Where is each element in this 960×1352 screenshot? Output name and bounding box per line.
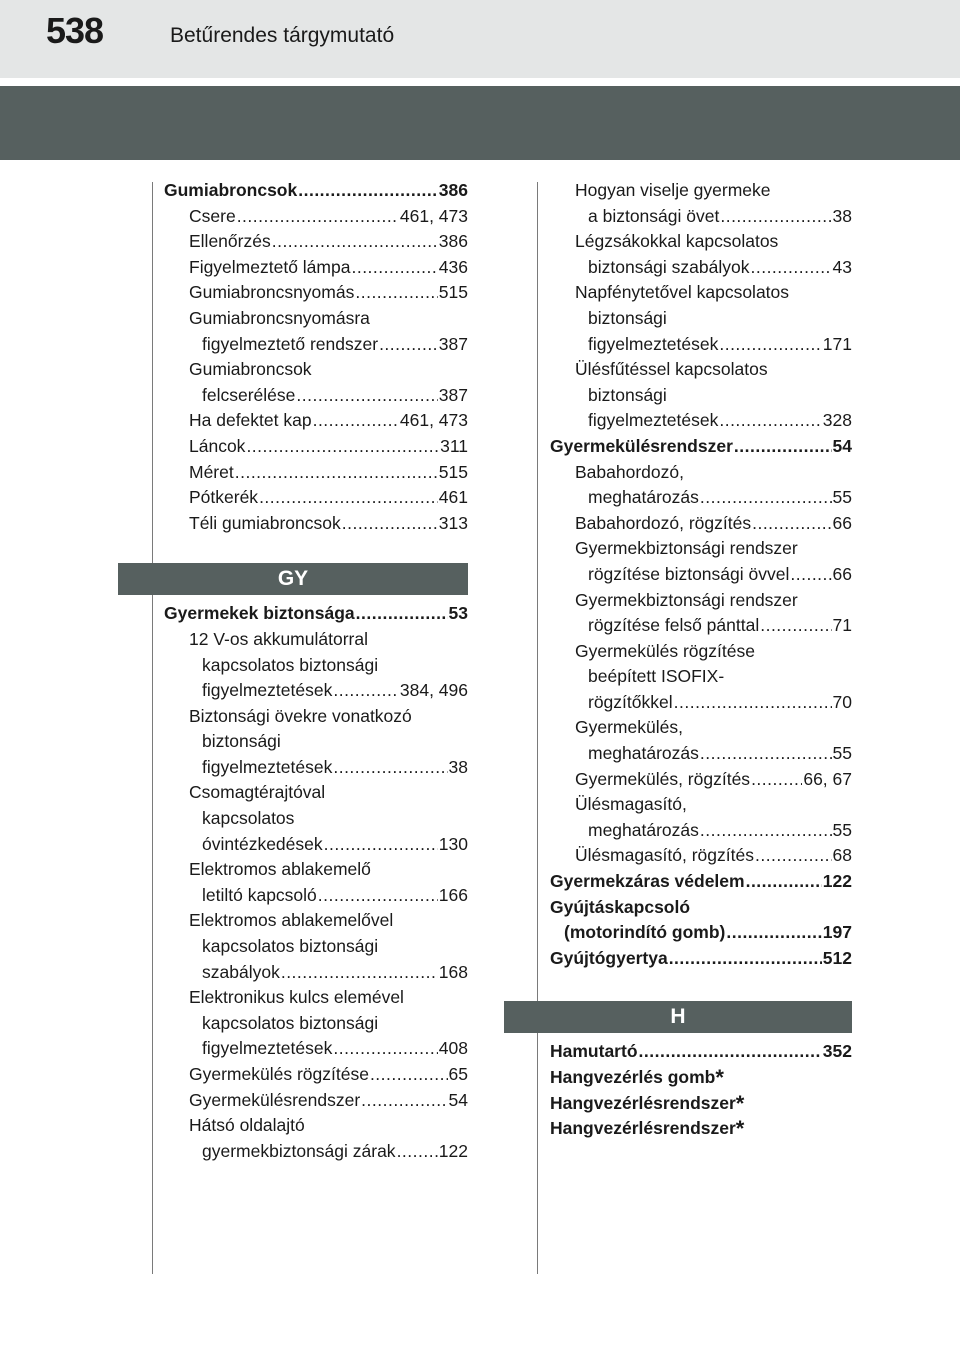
page-reference[interactable]: 55 — [832, 487, 852, 508]
index-entry-sub — [550, 178, 852, 229]
page-reference[interactable]: 130 — [438, 833, 468, 854]
page-reference[interactable]: 436 — [438, 256, 468, 277]
dot-leader — [259, 485, 438, 511]
index-entry-sub — [164, 408, 468, 434]
dot-leader — [700, 818, 832, 844]
entry-text: Gumiabroncsok — [164, 180, 298, 200]
entry-text: a biztonsági övet — [588, 205, 720, 226]
index-entry-sub — [164, 485, 468, 511]
entry-text: (motorindító gomb) — [564, 922, 726, 943]
index-entry-sub — [164, 204, 468, 230]
index-entry-main — [550, 946, 852, 972]
index-entry-sub — [550, 843, 852, 869]
page-reference[interactable]: 515 — [438, 461, 468, 482]
entry-text: figyelmeztető rendszer — [202, 333, 379, 354]
index-entry-sub — [164, 627, 468, 704]
entry-text: Ha defektet kap — [189, 410, 312, 431]
entry-text: kapcsolatos — [202, 808, 295, 829]
dot-leader — [272, 229, 438, 255]
entry-text: Ülésmagasító, rögzítés — [575, 845, 754, 866]
section-header: GY — [118, 563, 468, 595]
entry-text: Gumiabroncsok — [189, 359, 312, 380]
entry-text: figyelmeztetések — [588, 410, 719, 431]
page-reference[interactable]: 54 — [448, 1089, 468, 1110]
entry-text: biztonsági — [202, 731, 281, 752]
dot-leader — [790, 562, 831, 588]
entry-text: figyelmeztetések — [588, 333, 719, 354]
entry-text: Gyermekülésrendszer — [189, 1089, 361, 1110]
dot-leader — [333, 755, 447, 781]
entry-text: 12 V-os akkumulátorral — [189, 628, 368, 649]
index-entry-sub — [550, 715, 852, 766]
dot-leader — [298, 178, 438, 204]
page-reference[interactable]: 166 — [438, 884, 468, 905]
entry-text: Gyermekülés rögzítése — [189, 1064, 369, 1084]
entry-text: Gyermekülésrendszer — [550, 435, 733, 456]
left-column-rule — [152, 182, 153, 1274]
dot-leader — [281, 960, 438, 986]
entry-text: Napfénytetővel kapcsolatos — [575, 282, 790, 303]
page-reference[interactable]: 387 — [438, 384, 468, 405]
dot-leader — [246, 434, 439, 460]
dot-leader — [370, 1062, 448, 1088]
index-entry-main — [550, 1039, 852, 1065]
dot-leader — [700, 741, 832, 767]
dot-leader — [746, 869, 822, 895]
entry-text: Gyújtáskapcsoló — [550, 896, 691, 917]
entry-text: Csomagtérajtóval — [189, 782, 326, 803]
entry-text: Gyermekzáras védelem — [550, 871, 745, 892]
page-reference[interactable]: 70 — [832, 691, 852, 712]
dot-leader — [355, 280, 437, 306]
header-separator — [0, 78, 960, 86]
page-reference[interactable]: 386 — [438, 180, 468, 200]
index-entry-sub — [164, 908, 468, 985]
index-entry-sub — [550, 460, 852, 511]
dot-leader — [237, 204, 399, 230]
page-reference[interactable]: 461 — [438, 487, 468, 508]
dot-leader — [760, 613, 831, 639]
dot-leader — [752, 511, 831, 537]
entry-text: Hangvezérlésrendszer — [550, 1118, 736, 1139]
index-entry-sub — [550, 588, 852, 639]
index-entry-sub — [164, 1113, 468, 1164]
page-reference[interactable]: 408 — [438, 1038, 468, 1059]
dot-leader — [296, 383, 437, 409]
index-entry-sub — [164, 280, 468, 306]
page-reference[interactable]: 122 — [438, 1140, 468, 1161]
page-title: Betűrendes tárgymutató — [170, 24, 395, 47]
entry-text: Babahordozó, rögzítés — [575, 512, 752, 533]
page-reference[interactable]: 53 — [448, 603, 468, 624]
entry-text: Hátsó oldalajtó — [189, 1115, 305, 1136]
entry-text: szabályok — [202, 961, 280, 982]
right-column-rule — [537, 182, 538, 1274]
entry-text: Ülésmagasító, — [575, 794, 687, 815]
page-reference[interactable]: 65 — [448, 1064, 468, 1084]
dot-leader — [639, 1039, 822, 1065]
entry-text: Hangvezérlés gomb — [550, 1067, 716, 1087]
dot-leader — [379, 332, 438, 358]
index-entry-sub — [164, 985, 468, 1062]
index-entry-sub — [550, 536, 852, 587]
index-entry-sub — [164, 229, 468, 255]
dot-leader — [235, 460, 438, 486]
index-entry-sub — [550, 357, 852, 434]
page-reference[interactable]: 461, 473 — [399, 410, 468, 431]
page-reference[interactable]: 171 — [822, 333, 852, 354]
entry-text: Gyújtógyertya — [550, 947, 668, 968]
entry-text: Gumiabroncsnyomásra — [189, 307, 370, 328]
page-reference[interactable]: 197 — [822, 922, 852, 943]
page-header — [0, 0, 960, 78]
index-entry-sub — [550, 767, 852, 793]
page-reference[interactable]: 168 — [438, 961, 468, 982]
entry-text: Biztonsági övekre vonatkozó — [189, 705, 412, 726]
dot-leader — [318, 883, 438, 909]
page-reference[interactable]: 43 — [832, 256, 852, 277]
dot-leader — [719, 332, 821, 358]
entry-text: felcserélése — [202, 384, 296, 405]
dot-leader — [726, 920, 821, 946]
page-reference[interactable]: 55 — [832, 743, 852, 764]
entry-text: Gyermekülés, — [575, 717, 683, 738]
dot-leader — [734, 434, 832, 460]
entry-text: Babahordozó, — [575, 461, 684, 482]
entry-text: rögzítése felső pánttal — [588, 615, 760, 636]
page-reference[interactable]: 311 — [440, 435, 468, 456]
entry-text: Elektronikus kulcs elemével — [189, 987, 404, 1008]
dot-leader — [751, 767, 802, 793]
dot-leader — [333, 1036, 437, 1062]
entry-text: figyelmeztetések — [202, 1038, 333, 1059]
entry-text: Hangvezérlésrendszer — [550, 1092, 736, 1113]
entry-text: meghatározás — [588, 743, 699, 764]
page-reference[interactable]: 54 — [832, 435, 852, 456]
page-reference[interactable]: 66 — [832, 512, 852, 533]
index-column-right — [550, 178, 852, 1142]
index-entry-sub — [164, 511, 468, 537]
index-entry-sub — [550, 511, 852, 537]
entry-text: figyelmeztetések — [202, 756, 333, 777]
dot-leader — [674, 690, 832, 716]
page-number: 538 — [46, 10, 104, 51]
index-entry-main — [164, 601, 468, 627]
entry-text: rögzítőkkel — [588, 691, 673, 712]
dot-leader — [356, 601, 448, 627]
dot-leader — [324, 832, 438, 858]
entry-text: letiltó kapcsoló — [202, 884, 317, 905]
page-reference[interactable]: 384, 496 — [399, 680, 468, 701]
index-entry-main: Hangvezérlésrendszer * — [550, 1116, 745, 1142]
entry-text: Elektromos ablakemelővel — [189, 910, 394, 931]
index-entry-sub — [164, 434, 468, 460]
dot-leader — [720, 204, 831, 230]
index-column-left — [164, 178, 468, 1164]
page-reference[interactable]: 352 — [822, 1041, 852, 1062]
dot-leader — [719, 408, 821, 434]
index-entry-sub — [550, 639, 852, 716]
index-entry-sub — [164, 460, 468, 486]
dot-leader — [333, 678, 399, 704]
index-entry-main — [550, 895, 852, 946]
entry-text: biztonsági — [588, 307, 667, 328]
index-entry-sub — [550, 280, 852, 357]
page-reference[interactable]: 386 — [438, 231, 468, 252]
index-entry-sub — [164, 357, 468, 408]
entry-text: Csere — [189, 205, 236, 226]
entry-text: Hogyan viselje gyermeke — [575, 180, 771, 200]
index-entry-main — [164, 178, 468, 204]
entry-text: Láncok — [189, 435, 246, 456]
index-entry-sub — [550, 229, 852, 280]
section-header: H — [504, 1001, 852, 1033]
page-reference[interactable]: 515 — [438, 282, 468, 303]
dot-leader — [397, 1139, 438, 1165]
page-reference[interactable]: 68 — [832, 845, 852, 866]
index-entry-main — [550, 434, 852, 460]
index-entry-sub — [550, 792, 852, 843]
entry-text: Figyelmeztető lámpa — [189, 256, 351, 277]
entry-text: Gyermekek biztonsága — [164, 603, 355, 624]
index-entry-sub — [164, 704, 468, 781]
page-reference[interactable]: 387 — [438, 333, 468, 354]
dot-leader — [342, 511, 438, 537]
index-entry-main: Hangvezérlésrendszer * — [550, 1090, 745, 1116]
page-reference[interactable]: 328 — [822, 410, 852, 431]
page-reference[interactable]: 461, 473 — [399, 205, 468, 226]
entry-text: Gumiabroncsnyomás — [189, 282, 355, 303]
dot-leader — [750, 255, 831, 281]
page-reference[interactable]: 38 — [832, 205, 852, 226]
entry-text: Légzsákokkal kapcsolatos — [575, 231, 779, 252]
entry-text: Ellenőrzés — [189, 231, 271, 252]
index-entry-sub — [164, 780, 468, 857]
page-reference[interactable]: 66, 67 — [803, 768, 852, 789]
entry-text: meghatározás — [588, 819, 699, 840]
index-entry-main: Hangvezérlés gomb * — [550, 1065, 724, 1090]
entry-text: óvintézkedések — [202, 833, 323, 854]
dot-leader — [313, 408, 399, 434]
dot-leader — [669, 946, 822, 972]
index-entry-sub — [164, 857, 468, 908]
entry-text: figyelmeztetések — [202, 680, 333, 701]
entry-text: Gyermekbiztonsági rendszer — [575, 589, 798, 610]
entry-text: Gyermekbiztonsági rendszer — [575, 538, 798, 559]
dot-leader — [755, 843, 832, 869]
dot-leader — [351, 255, 437, 281]
page-reference[interactable]: 38 — [448, 756, 468, 777]
page-reference[interactable]: 512 — [822, 947, 852, 968]
entry-text: kapcsolatos biztonsági — [202, 1012, 379, 1033]
dot-leader — [700, 485, 832, 511]
index-entry-sub — [164, 1062, 468, 1088]
entry-text: Hamutartó — [550, 1041, 638, 1062]
entry-text: Gyermekülés rögzítése — [575, 640, 755, 661]
entry-text: rögzítése biztonsági övvel — [588, 563, 790, 584]
entry-text: Gyermekülés, rögzítés — [575, 768, 751, 789]
entry-text: Téli gumiabroncsok — [189, 512, 341, 533]
index-entry-sub — [164, 255, 468, 281]
index-entry-sub — [164, 1088, 468, 1114]
entry-text: gyermekbiztonsági zárak — [202, 1140, 396, 1161]
page-reference[interactable]: 313 — [438, 512, 468, 533]
entry-text: meghatározás — [588, 487, 699, 508]
entry-text: Méret — [189, 461, 234, 482]
entry-text: kapcsolatos biztonsági — [202, 654, 379, 675]
dot-leader — [361, 1088, 447, 1114]
index-entry-sub — [164, 306, 468, 357]
entry-text: Pótkerék — [189, 487, 259, 508]
index-entry-main — [550, 869, 852, 895]
entry-text: Elektromos ablakemelő — [189, 859, 371, 880]
page-reference[interactable]: 71 — [832, 615, 852, 636]
entry-text: kapcsolatos biztonsági — [202, 936, 379, 957]
entry-text: beépített ISOFIX- — [588, 666, 725, 687]
entry-text: biztonsági szabályok — [588, 256, 750, 277]
header-band — [0, 86, 960, 160]
entry-text: Ülésfűtéssel kapcsolatos — [575, 359, 768, 380]
entry-text: biztonsági — [588, 384, 667, 405]
page-reference[interactable]: 55 — [832, 819, 852, 840]
page-reference[interactable]: 66 — [832, 563, 852, 584]
page-reference[interactable]: 122 — [822, 871, 852, 892]
